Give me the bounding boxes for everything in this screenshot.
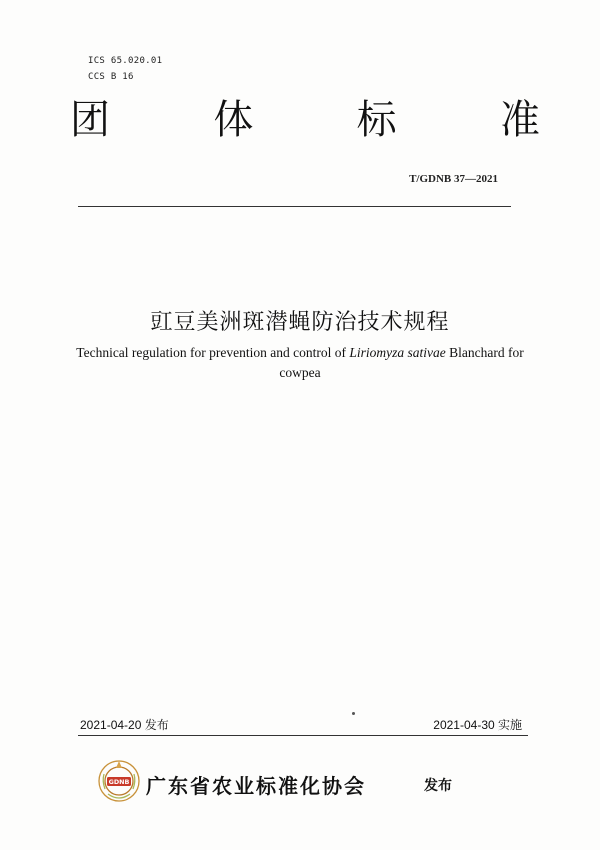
mark-dot xyxy=(352,712,355,715)
issuer-name: 广东省农业标准化协会 xyxy=(146,774,366,798)
english-title xyxy=(60,343,540,383)
ccs-code: CCS B 16 xyxy=(88,72,134,82)
standard-number: T/GDNB 37—2021 xyxy=(409,173,498,185)
issuer-action: 发布 xyxy=(424,778,452,794)
top-divider xyxy=(78,206,511,207)
heading-char-4: 准 xyxy=(499,97,540,143)
english-title-part-2: Blanchard for cowpea xyxy=(279,345,524,380)
publish-date: 2021-04-20 发布 xyxy=(80,718,169,732)
ics-code: ICS 65.020.01 xyxy=(88,56,163,66)
heading-char-2: 体 xyxy=(213,97,254,143)
heading-char-1: 团 xyxy=(70,97,110,143)
standard-type-heading xyxy=(70,96,540,144)
logo-text: GDNB xyxy=(108,778,130,787)
association-logo-icon xyxy=(96,758,142,804)
implement-date: 2021-04-30 实施 xyxy=(433,718,522,732)
bottom-divider xyxy=(78,735,528,736)
english-title-part-1: Technical regulation for prevention and control of xyxy=(76,345,350,360)
chinese-title: 豇豆美洲斑潜蝇防治技术规程 xyxy=(150,310,450,335)
english-title-species: Liriomyza sativae xyxy=(349,345,446,360)
heading-char-3: 标 xyxy=(356,97,397,143)
